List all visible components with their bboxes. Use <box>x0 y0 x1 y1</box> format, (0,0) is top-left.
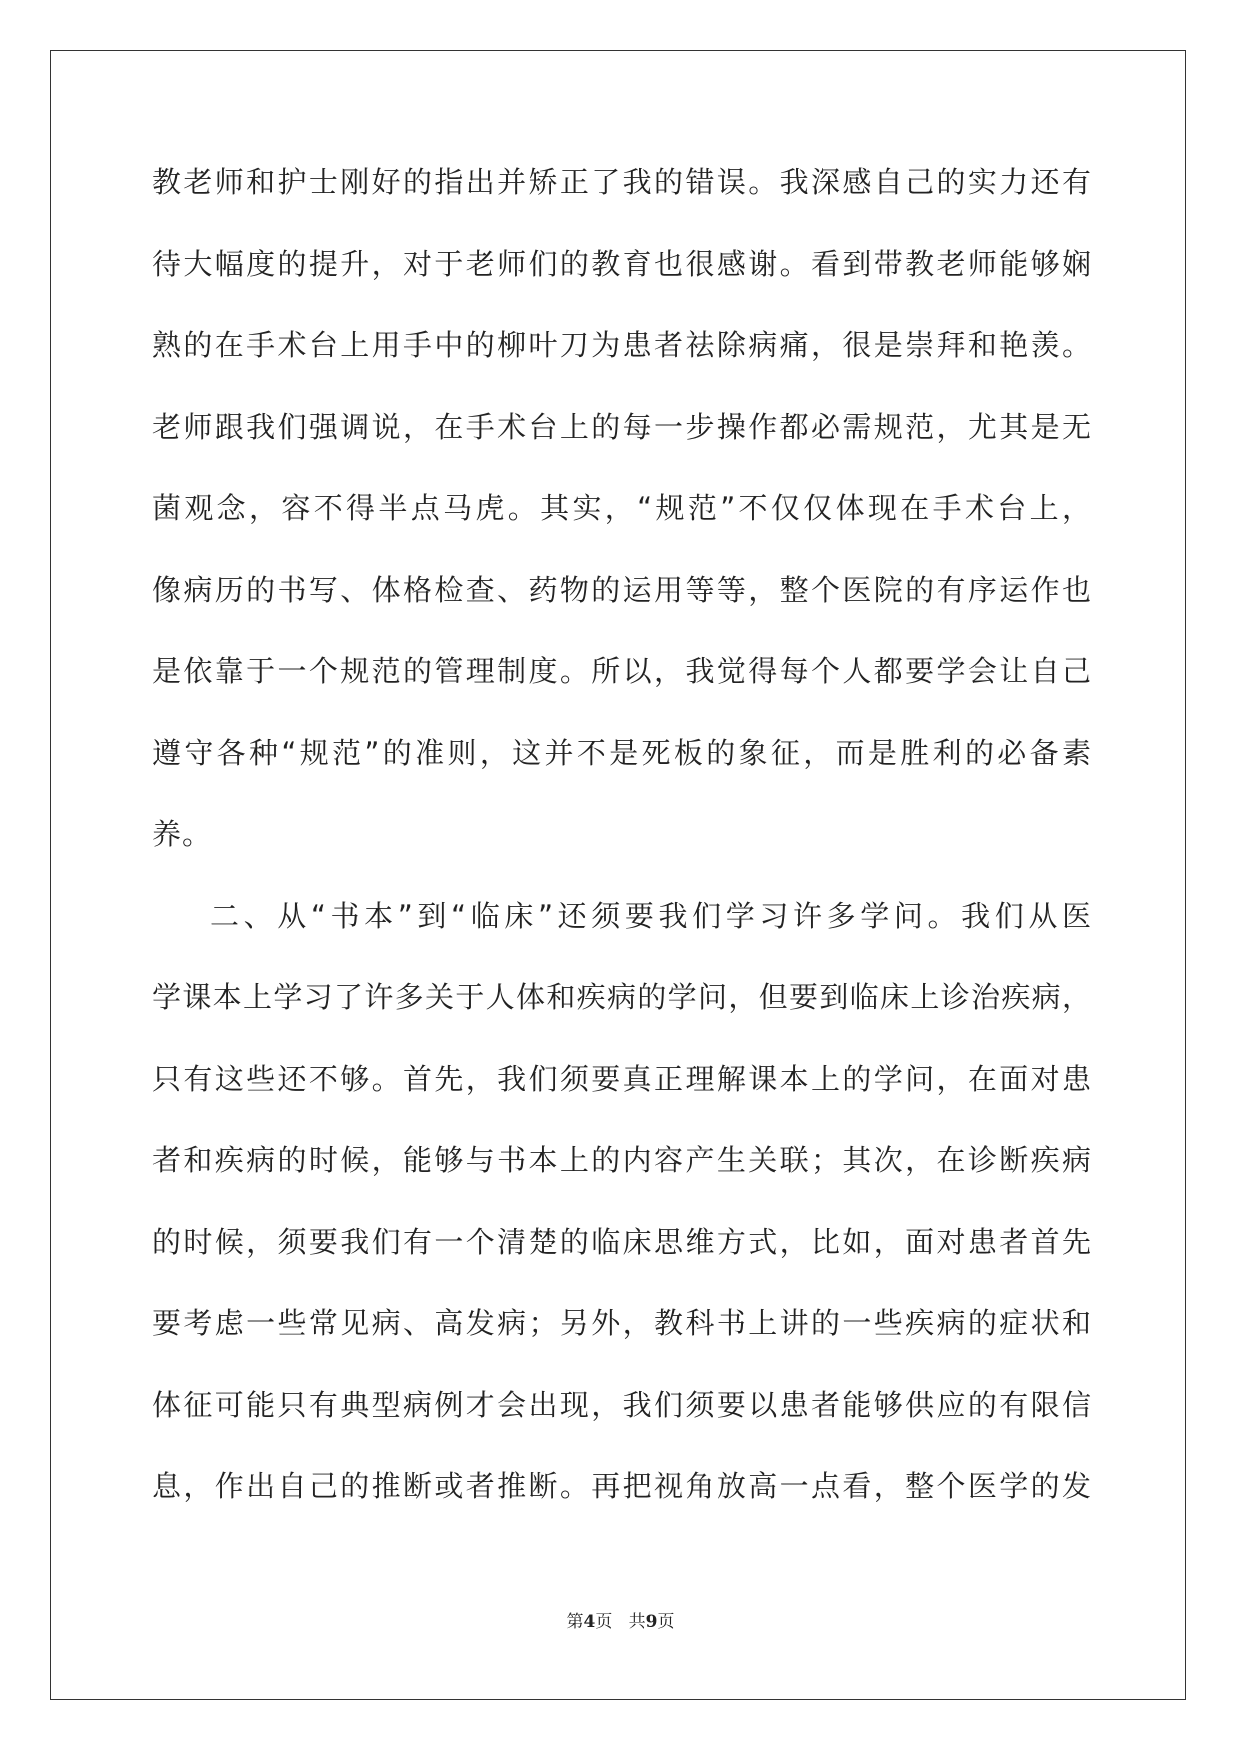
footer-total-prefix: 共 <box>628 1612 646 1632</box>
text-line-11: 学课本上学习了许多关于人体和疾病的学问，但要到临床上诊治疾病， <box>152 980 1092 1014</box>
text-line-6: 像病历的书写、体格检查、药物的运用等等，整个医院的有序运作也 <box>152 572 1092 607</box>
text-line-14: 的时候，须要我们有一个清楚的临床思维方式，比如，面对患者首先 <box>152 1224 1092 1259</box>
text-line-13: 者和疾病的时候，能够与书本上的内容产生关联；其次，在诊断疾病 <box>152 1143 1092 1177</box>
text-line-15: 要考虑一些常见病、高发病；另外，教科书上讲的一些疾病的症状和 <box>152 1306 1092 1340</box>
text-line-9: 养。 <box>152 817 213 851</box>
text-line-2: 待大幅度的提升，对于老师们的教育也很感谢。看到带教老师能够娴 <box>152 246 1092 281</box>
text-line-17: 息，作出自己的推断或者推断。再把视角放高一点看，整个医学的发 <box>152 1469 1092 1503</box>
text-line-3: 熟的在手术台上用手中的柳叶刀为患者祛除病痛，很是崇拜和艳羡。 <box>152 328 1092 362</box>
text-line-1: 教老师和护士刚好的指出并矫正了我的错误。我深感自己的实力还有 <box>152 165 1092 199</box>
footer-page-number: 4 <box>583 1612 596 1632</box>
text-line-5: 菌观念，容不得半点马虎。其实，“规范”不仅仅体现在手术台上， <box>152 491 1092 525</box>
footer-prefix: 第 <box>566 1612 584 1632</box>
footer-total-unit: 页 <box>657 1612 675 1632</box>
document-body <box>152 160 1092 1546</box>
text-line-12: 只有这些还不够。首先，我们须要真正理解课本上的学问，在面对患 <box>152 1061 1092 1096</box>
text-line-4: 老师跟我们强调说，在手术台上的每一步操作都必需规范，尤其是无 <box>152 409 1092 444</box>
footer-page-unit: 页 <box>595 1612 613 1632</box>
page-footer <box>0 1607 1241 1632</box>
text-line-16: 体征可能只有典型病例才会出现，我们须要以患者能够供应的有限信 <box>152 1387 1092 1422</box>
footer-total-pages: 9 <box>645 1612 658 1632</box>
text-line-10: 二、从“书本”到“临床”还须要我们学习许多学问。我们从医 <box>210 898 1092 933</box>
text-line-7: 是依靠于一个规范的管理制度。所以，我觉得每个人都要学会让自己 <box>152 654 1092 688</box>
text-line-8: 遵守各种“规范”的准则，这并不是死板的象征，而是胜利的必备素 <box>152 735 1092 770</box>
